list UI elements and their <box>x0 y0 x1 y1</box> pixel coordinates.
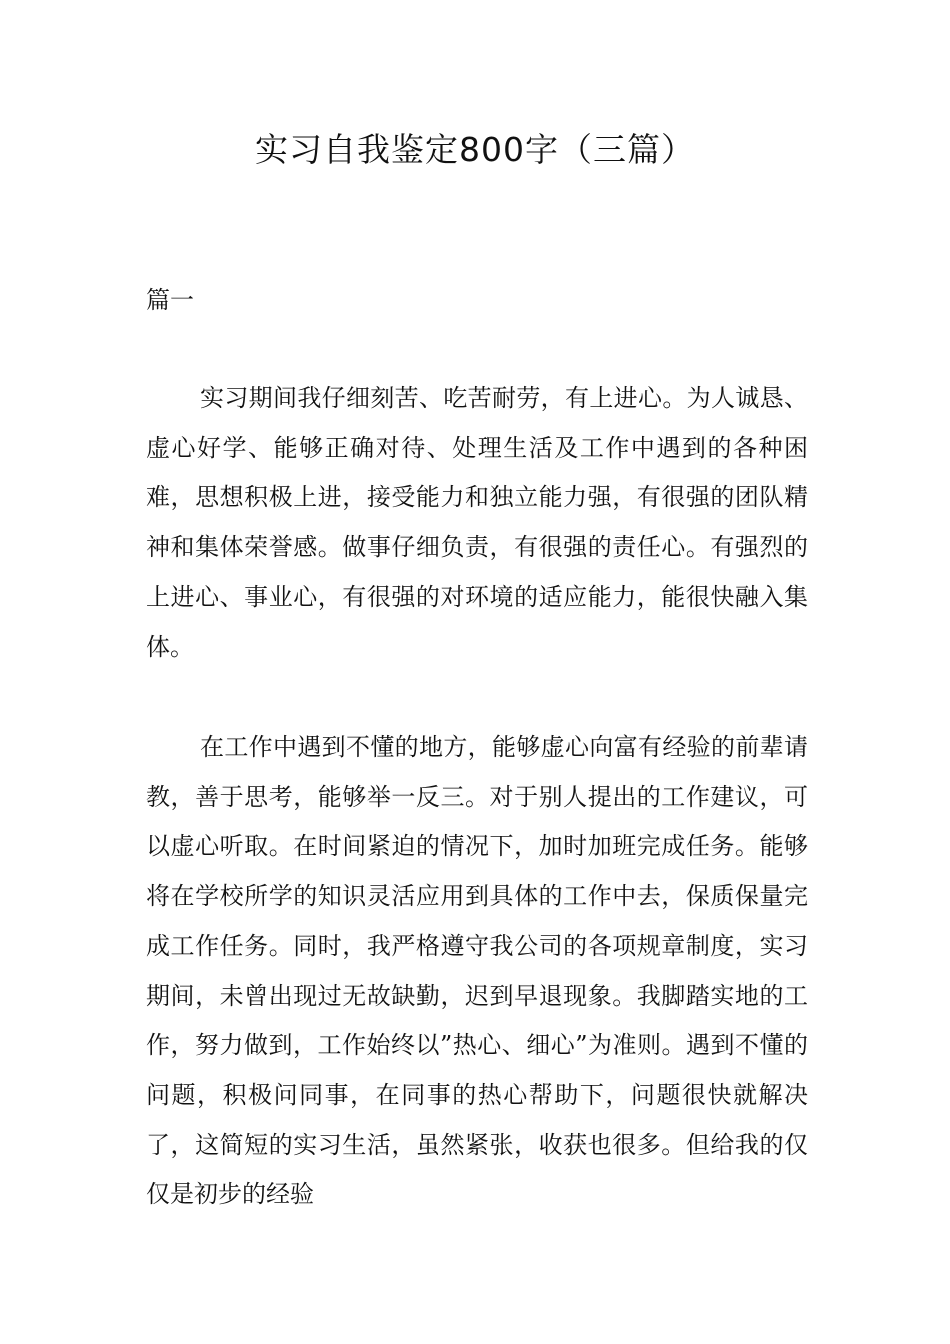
body-paragraph-2: 在工作中遇到不懂的地方，能够虚心向富有经验的前辈请教，善于思考，能够举一反三。对于别人提出的工作建议，可以虚心听取。在时间紧迫的情况下，加时加班完成任务。能够将在学校所学的知识灵活应用到具体的工作中去，保质保量完成工作任务。同时，我严格遵守我公司的各项规章制度，实习期间，未曾出现过无故缺勤，迟到早退现象。我脚踏实地的工作，努力做到，工作始终以”热心、细心”为准则。遇到不懂的问题，积极问同事，在同事的热心帮助下，问题很快就解决了，这简短的实习生活，虽然紧张，收获也很多。但给我的仅仅是初步的经验 <box>146 733 808 1209</box>
body-paragraph-1: 实习期间我仔细刻苦、吃苦耐劳，有上进心。为人诚恳、虚心好学、能够正确对待、处理生活及工作中遇到的各种困难，思想积极上进，接受能力和独立能力强，有很强的团队精神和集体荣誉感。做事仔细负责，有很强的责任心。有强烈的上进心、事业心，有很强的对环境的适应能力，能很快融入集体。 <box>146 384 808 661</box>
section-heading: 篇一 <box>146 286 194 314</box>
document-title: 实习自我鉴定800字（三篇） <box>255 130 695 169</box>
